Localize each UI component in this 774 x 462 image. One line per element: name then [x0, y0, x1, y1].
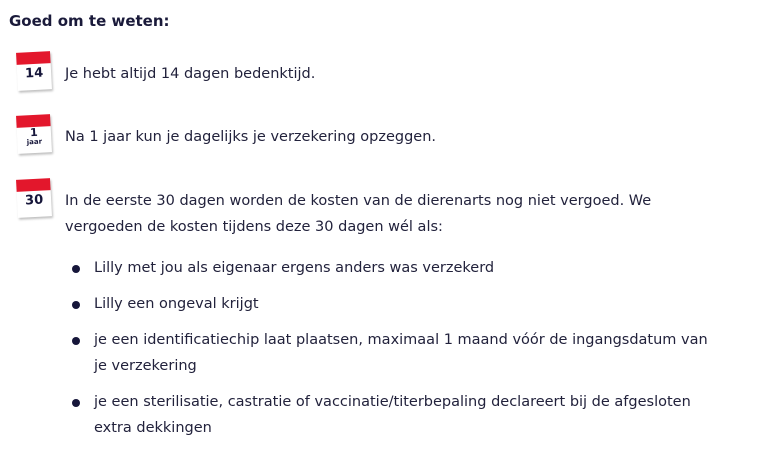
- info-text: Je hebt altijd 14 dagen bedenktijd.: [65, 66, 316, 82]
- list-item: [66, 389, 708, 441]
- bullet-icon: [72, 301, 80, 309]
- calendar-icon: [16, 114, 52, 154]
- list-item-text: Lilly een ongeval krijgt: [94, 296, 259, 312]
- exceptions-list: [66, 255, 708, 441]
- calendar-day: 30: [24, 192, 44, 209]
- list-item-text-line-1: je een sterilisatie, castratie of vaccinatie/titerbepaling declareert bij de afgesloten: [94, 394, 691, 410]
- list-item-text: Lilly met jou als eigenaar ergens anders was verzekerd: [94, 260, 495, 276]
- info-text-line-2: vergoeden de kosten tijdens deze 30 dagen wél als:: [65, 219, 443, 235]
- bullet-icon: [72, 265, 80, 273]
- list-item-text-line-1: je een identificatiechip laat plaatsen, maximaal 1 maand vóór de ingangsdatum van: [94, 332, 708, 348]
- list-item: [66, 255, 708, 281]
- list-item: [66, 327, 708, 379]
- bullet-icon: [72, 337, 80, 345]
- bullet-icon: [72, 399, 80, 407]
- list-item: [66, 291, 708, 317]
- info-text: Na 1 jaar kun je dagelijks je verzekering opzeggen.: [65, 129, 436, 145]
- calendar-sub: jaar: [26, 137, 43, 147]
- section-heading: Goed om te weten:: [9, 12, 170, 30]
- list-item-text-line-2: je verzekering: [94, 358, 197, 374]
- calendar-icon: [16, 178, 52, 218]
- list-item-text-line-2: extra dekkingen: [94, 420, 212, 436]
- calendar-icon: [16, 51, 52, 91]
- calendar-day: 14: [24, 65, 44, 82]
- calendar-day: 1: [29, 125, 39, 140]
- info-text-line-1: In de eerste 30 dagen worden de kosten van de dierenarts nog niet vergoed. We: [65, 193, 652, 209]
